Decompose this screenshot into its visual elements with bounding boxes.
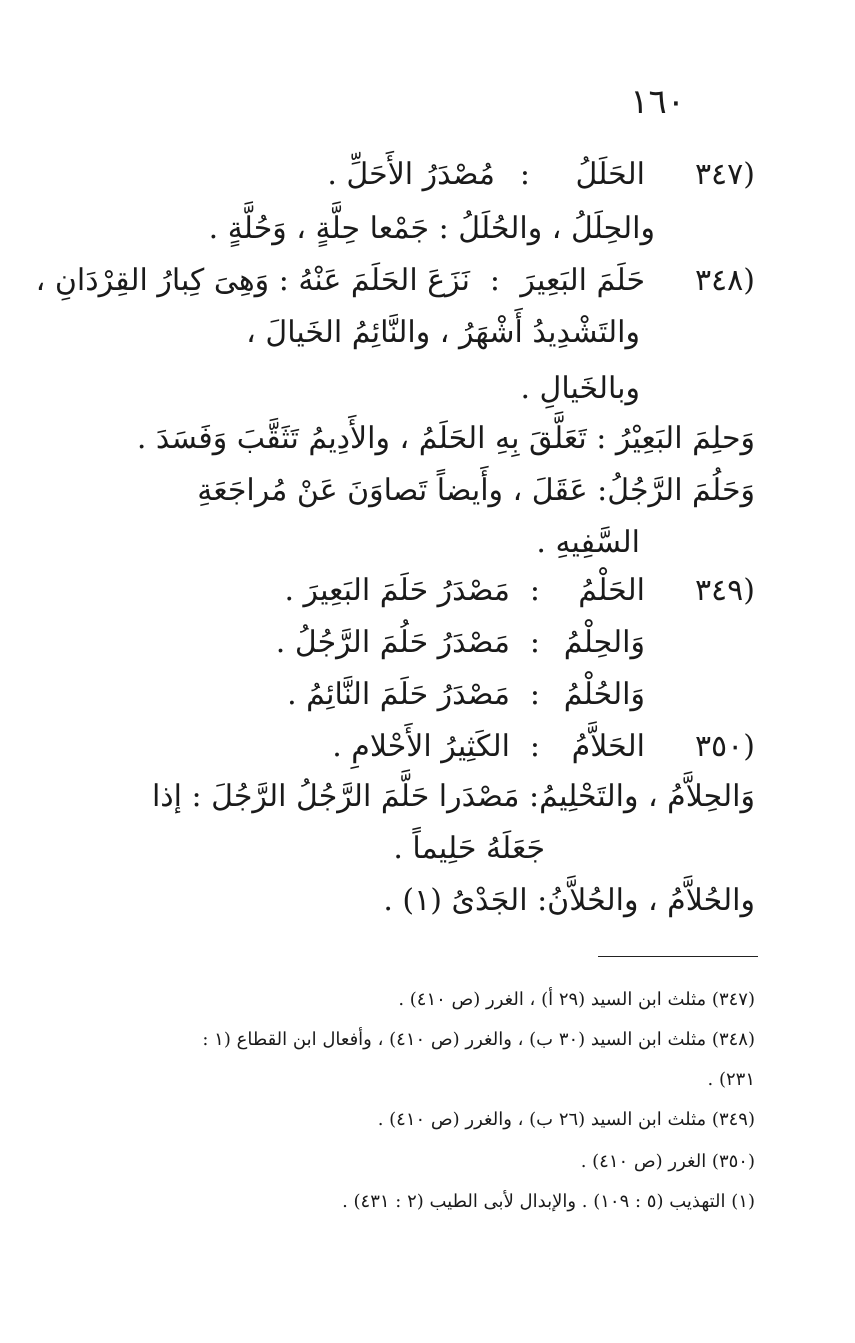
text-line: جَعَلَهُ حَلِيماً . [393, 831, 545, 866]
entry-colon: : [529, 729, 540, 764]
entry-colon: : [529, 573, 540, 608]
entry-colon: : [519, 157, 530, 192]
entry-term: الحَلاَّمُ [571, 729, 645, 764]
entry-colon: : [529, 677, 540, 712]
entry-term: وَالحِلْمُ [563, 625, 645, 660]
text-line: وَحلِمَ البَعِيْرُ : تَعَلَّقَ بِهِ الحَلَمُ ، والأَدِيمُ تَثَقَّبَ وَفَسَدَ . [136, 421, 755, 456]
footnote: (٣٤٩) مثلث ابن السيد (٢٦ ب) ، والغرر (ص ٤١٠) . [377, 1109, 755, 1130]
entry-348 [35, 256, 755, 306]
entry-term: حَلَمَ البَعِيرَ [520, 263, 645, 298]
entry-definition: الكَثِيرُ الأَحْلامِ . [332, 729, 510, 764]
entry-number: (٣٤٧ [694, 157, 755, 192]
entry-definition: مَصْدَرُ حَلَمَ البَعِيرَ . [284, 573, 510, 608]
text-line: وَحَلُمَ الرَّجُلُ: عَقَلَ ، وأَيضاً تَصاوَنَ عَنْ مُراجَعَةِ [197, 473, 755, 508]
footnote: (٣٥٠) الغرر (ص ٤١٠) . [580, 1151, 755, 1172]
entry-definition: مُصْدَرُ الأَحَلِّ . [327, 157, 495, 192]
text-line: والتَشْدِيدُ أَشْهَرُ ، والنَّائِمُ الخَيالَ ، [246, 315, 640, 350]
entry-term: الحَلَلُ [575, 157, 645, 192]
entry-colon: : [489, 263, 500, 298]
entry-number: (٣٤٨ [694, 263, 755, 298]
entry-definition: مَصْدَرُ حَلَمَ النَّائِمُ . [287, 677, 510, 712]
entry-term: وَالحُلْمُ [563, 677, 645, 712]
footnote: (٣٤٧) مثلث ابن السيد (٢٩ أ) ، الغرر (ص ٤١٠) . [398, 989, 755, 1010]
text-line: والحِلَلُ ، والحُلَلُ : جَمْعا حِلَّةٍ ، وَحُلَّةٍ . [208, 211, 655, 246]
footnote-continuation: ٢٣١) . [707, 1069, 755, 1090]
entry-colon: : [529, 625, 540, 660]
text-line: السَّفِيهِ . [536, 525, 640, 560]
entry-definition: مَصْدَرُ حَلُمَ الرَّجُلُ . [275, 625, 510, 660]
footnote: (٣٤٨) مثلث ابن السيد (٣٠ ب) ، والغرر (ص ٤١٠) ، وأفعال ابن القطاع (١ : [202, 1029, 755, 1050]
text-line: وَالحِلاَّمُ ، والتَحْلِيمُ: مَصْدَرا حَلَّمَ الرَّجُلُ الرَّجُلَ : إذا [151, 779, 755, 814]
entry-number: (٣٤٩ [694, 573, 755, 608]
footnote-divider [598, 956, 758, 957]
text-line: وبالخَيالِ . [520, 371, 640, 406]
entry-347 [327, 150, 755, 200]
entry-term: الحَلْمُ [578, 573, 645, 608]
entry-definition: نَزَعَ الحَلَمَ عَنْهُ : وَهِىَ كِبارُ القِرْدَانِ ، [35, 263, 470, 298]
footnote: (١) التهذيب (٥ : ١٠٩) . والإبدال لأبى الطيب (٢ : ٤٣١) . [342, 1191, 755, 1212]
entry-number: (٣٥٠ [694, 729, 755, 764]
text-line: والحُلاَّمُ ، والحُلاَّنُ: الجَدْىُ (١) . [383, 883, 755, 918]
page-number: ١٦٠ [630, 82, 685, 122]
